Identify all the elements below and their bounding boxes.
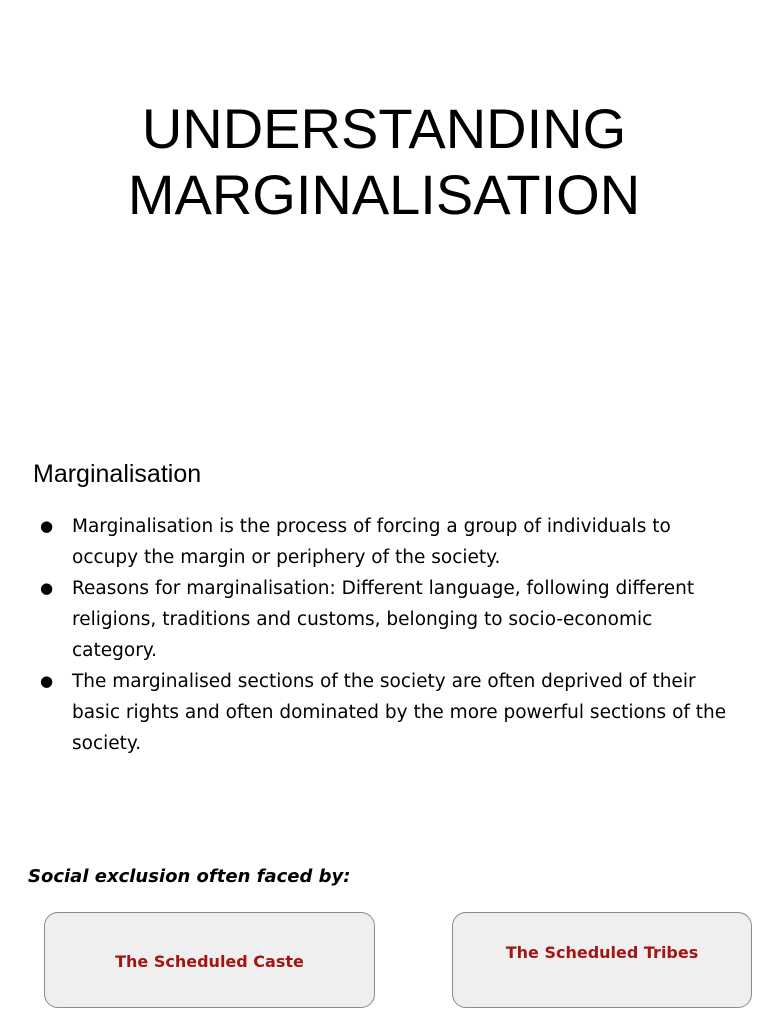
scheduled-tribes-box [452,912,752,1008]
bullet-list [0,511,768,759]
list-item [0,511,768,573]
title-line-2: MARGINALISATION [127,163,641,226]
bullet-icon: ● [40,672,54,690]
title-line-1: UNDERSTANDING [141,97,627,160]
bullet-icon: ● [40,517,54,535]
list-item [0,573,768,666]
bullet-text: Reasons for marginalisation: Different language, following different religions, traditions and customs, belonging to socio-economic category. [72,578,695,661]
exclusion-caption: Social exclusion often faced by: [28,866,351,887]
section-heading: Marginalisation [33,460,202,488]
scheduled-caste-label: The Scheduled Caste [115,951,304,971]
bullet-text: Marginalisation is the process of forcing a group of individuals to occupy the margin or periphery of the society. [72,516,671,568]
scheduled-tribes-label: The Scheduled Tribes [505,942,699,962]
page-title [0,96,768,228]
bullet-text: The marginalised sections of the society are often deprived of their basic rights and often dominated by the more powerful sections of the society. [72,671,727,754]
list-item [0,666,768,759]
scheduled-caste-box [44,912,375,1008]
bullet-icon: ● [40,579,54,597]
